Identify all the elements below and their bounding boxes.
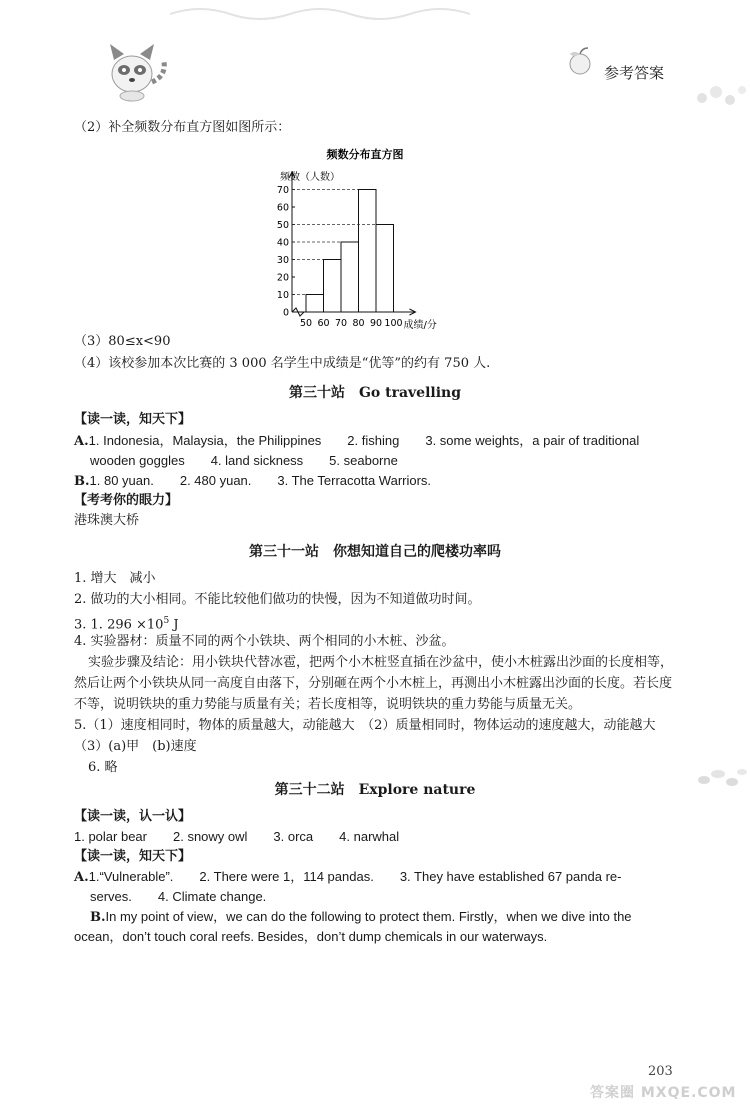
sec30-a-line1: 1. Indonesia，Malaysia，the Philippines 2. fishing 3. some weights，a pair of traditional <box>88 433 640 448</box>
sec32-b-line2: ocean，don’t touch coral reefs. Besides，don’t dump chemicals in our waterways. <box>74 929 548 944</box>
sec32-a-line1: 1.“Vulnerable”. 2. There were 1，114 pandas. 3. They have established 67 panda re- <box>88 869 622 884</box>
section-32-title: 第三十二站 Explore nature <box>274 782 476 798</box>
histogram-bar-80 <box>359 190 377 313</box>
sec32-a-label: A. <box>74 870 89 885</box>
sec31-line-3-unit: J <box>169 617 179 633</box>
sec31-line-10: 6. 略 <box>88 760 118 775</box>
sec32-b-label: B. <box>90 910 106 925</box>
answer-item-3: （3）80≤x<90 <box>74 334 171 349</box>
y-axis-label: 频数（人数） <box>280 172 340 183</box>
sec30-read-heading: 【读一读，知天下】 <box>74 412 192 427</box>
sec31-line-6: 然后让两个小铁块从同一高度自由落下，分别砸在两个小木桩上，再测出小木桩露出沙面的长度。若长度 <box>74 676 673 691</box>
x-tick-label-50: 50 <box>299 318 313 329</box>
section-30-title: 第三十站 Go travelling <box>288 385 462 401</box>
sec32-answer-b <box>90 907 632 928</box>
sec31-line-5: 实验步骤及结论：用小铁块代替冰雹，把两个小木桩竖直插在沙盆中，使小木桩露出沙面的长度相等， <box>88 655 674 670</box>
x-tick-label-100: 100 <box>384 318 403 329</box>
histogram-bar-90 <box>376 225 394 313</box>
y-tick-label-70: 70 <box>276 185 289 196</box>
header-wave-decoration <box>170 0 470 22</box>
sec32-a-line2: serves. 4. Climate change. <box>90 889 267 904</box>
header-label: 参考答案 <box>604 64 665 82</box>
sec30-b-line: 1. 80 yuan. 2. 480 yuan. 3. The Terracotta Warriors. <box>89 473 432 488</box>
sec30-a-label: A. <box>74 434 89 449</box>
sec31-line-3-main: 3. 1. 296 ×10 <box>74 617 164 633</box>
sec30-answer-a <box>74 431 639 452</box>
sec30-answer-b <box>74 471 431 492</box>
watermark-logo: 答案圈 MXQE.COM <box>590 1085 737 1101</box>
answer-item-4: （4）该校参加本次比赛的 3 000 名学生中成绩是“优等”的约有 750 人. <box>74 356 491 371</box>
y-tick-label-50: 50 <box>276 220 289 231</box>
sec32-read1-heading: 【读一读，认一认】 <box>74 809 192 824</box>
frequency-histogram-chart <box>250 140 480 340</box>
sec30-a-line2: wooden goggles 4. land sickness 5. seaborne <box>90 453 398 468</box>
y-tick-label-0: 0 <box>282 307 289 319</box>
y-tick-label-60: 60 <box>276 202 289 214</box>
y-tick-label-10: 10 <box>276 290 289 301</box>
y-tick-label-20: 20 <box>276 272 289 284</box>
sec31-line-2: 2. 做功的大小相同。不能比较他们做功的快慢，因为不知道做功时间。 <box>74 592 481 607</box>
x-tick-label-90: 90 <box>369 318 383 329</box>
apple-icon <box>562 42 598 78</box>
histogram-bar-60 <box>324 260 342 313</box>
sec31-line-1: 1. 增大 减小 <box>74 571 156 586</box>
raccoon-mascot-icon <box>92 38 172 102</box>
chart-title: 频数分布直方图 <box>326 148 404 161</box>
sec32-answer-a <box>74 867 621 888</box>
sec30-exam-answer: 港珠澳大桥 <box>74 513 140 528</box>
sec31-line-7: 不等，说明铁块的重力势能与质量有关；若长度相等，说明铁块的重力势能与质量无关。 <box>74 697 582 712</box>
sec30-exam-heading: 【考考你的眼力】 <box>74 493 179 508</box>
histogram-bar-70 <box>341 242 359 312</box>
x-tick-label-80: 80 <box>352 318 365 329</box>
sec31-line-9: （3）(a)甲 (b)速度 <box>74 739 197 754</box>
sec31-line-4: 4. 实验器材：质量不同的两个小铁块、两个相同的小木桩、沙盆。 <box>74 634 455 649</box>
histogram-bar-50 <box>306 295 324 313</box>
x-axis-label: 成绩/分 <box>403 320 437 331</box>
sec32-read2-heading: 【读一读，知天下】 <box>74 849 192 864</box>
y-tick-label-30: 30 <box>276 255 289 266</box>
answer-item-2: （2）补全频数分布直方图如图所示： <box>74 120 291 135</box>
corner-decoration-top-right <box>690 78 750 118</box>
x-tick-label-70: 70 <box>334 318 348 329</box>
sec30-b-label: B. <box>74 474 90 489</box>
y-tick-label-40: 40 <box>276 237 289 249</box>
sec32-read1-line: 1. polar bear 2. snowy owl 3. orca 4. narwhal <box>74 829 400 844</box>
sec31-line-3-exponent: 5 <box>163 616 170 626</box>
page-number: 203 <box>648 1064 673 1079</box>
sec31-line-8: 5.（1）速度相同时，物体的质量越大，动能越大 （2）质量相同时，物体运动的速度越大，动能越大 <box>74 718 656 733</box>
section-31-title: 第三十一站 你想知道自己的爬楼功率吗 <box>249 544 501 560</box>
x-tick-label-60: 60 <box>317 318 330 329</box>
sec32-b-line1: In my point of view，we can do the following to protect them. Firstly，when we dive into the <box>105 909 632 924</box>
